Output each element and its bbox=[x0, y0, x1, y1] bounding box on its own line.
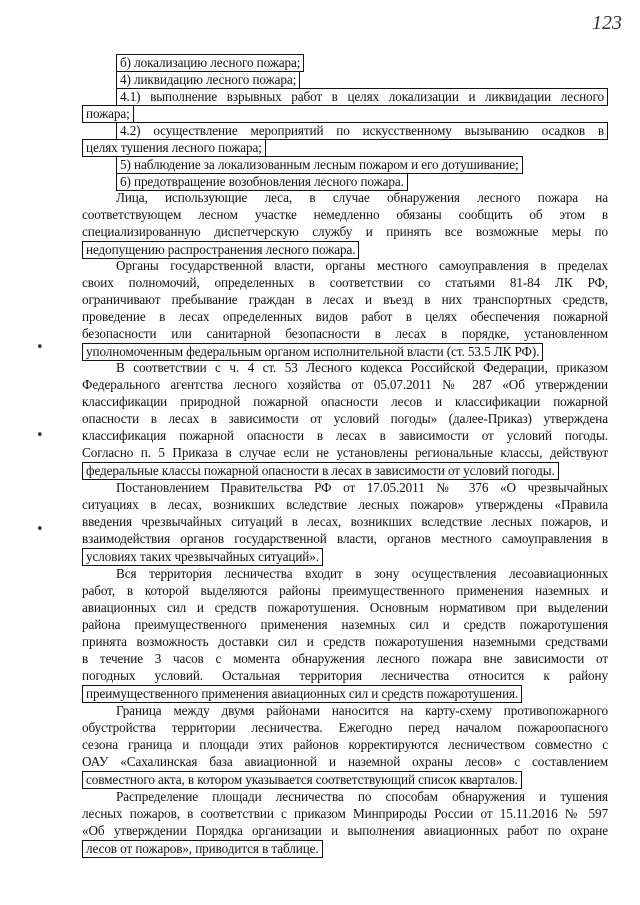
text-line: специализированную диспетчерскую службу и принять все возможные меры по bbox=[82, 224, 608, 239]
text-line: в течение 3 часов с момента обнаружения лесного пожара вне зависимости от bbox=[82, 651, 608, 666]
text-line: целях тушения лесного пожара; bbox=[82, 139, 266, 157]
text-line: 4) ликвидацию лесного пожара; bbox=[116, 71, 300, 89]
text-line: пожара; bbox=[82, 105, 134, 123]
text-line: 5) наблюдение за локализованным лесным пожаром и его дотушивание; bbox=[116, 156, 523, 174]
text-line: работ, в которой выделяются районы преимущественного применения наземных и bbox=[82, 583, 608, 598]
text-line: условиях таких чрезвычайных ситуаций». bbox=[82, 548, 323, 566]
text-line: своих полномочий, определенных в соответствии со статьями 81-84 ЛК РФ, bbox=[82, 275, 608, 290]
text-line: Органы государственной власти, органы местного самоуправления в пределах bbox=[116, 258, 608, 273]
text-line: Граница между двумя районами наносится на карту-схему противопожарного bbox=[116, 703, 608, 718]
text-line: лесных пожаров, в соответствии с приказом Минприроды России от 15.11.2016 № 597 bbox=[82, 806, 608, 821]
text-line: погодных условий. Остальная территория лесничества относится к району bbox=[82, 668, 608, 683]
text-line: соответствующем лесном участке немедленно обязаны сообщить об этом в bbox=[82, 207, 608, 222]
text-line: авиационных сил и средств пожаротушения. Основным нормативом при выделении bbox=[82, 600, 608, 615]
text-line: Согласно п. 5 Приказа в случае если не установлены региональные классы, действуют bbox=[82, 445, 608, 460]
text-line: федеральные классы пожарной опасности в лесах в зависимости от условий погоды. bbox=[82, 462, 559, 480]
text-line: В соответствии с ч. 4 ст. 53 Лесного кодекса Российской Федерации, приказом bbox=[116, 360, 608, 375]
margin-mark: • bbox=[36, 340, 44, 355]
text-line: Федерального агентства лесного хозяйства от 05.07.2011 № 287 «Об утверждении bbox=[82, 377, 608, 392]
text-line: «Об утверждении Порядка организации и выполнения авиационных работ по охране bbox=[82, 823, 608, 838]
text-line: совместного акта, в котором указывается соответствующий список кварталов. bbox=[82, 771, 522, 789]
text-line: безопасности или санитарной безопасности в лесах в порядке, установленном bbox=[82, 326, 608, 341]
text-line: сезона граница и площади этих районов корректируются лесничеством совместно с bbox=[82, 737, 608, 752]
text-line: 4.1) выполнение взрывных работ в целях локализации и ликвидации лесного bbox=[116, 88, 608, 106]
text-line: Постановлением Правительства РФ от 17.05.2011 № 376 «О чрезвычайных bbox=[116, 480, 608, 495]
text-line: ограничивают пребывание граждан в лесах и въезд в них транспортных средств, bbox=[82, 292, 608, 307]
text-line: Вся территория лесничества входит в зону осуществления лесоавиационных bbox=[116, 566, 608, 581]
text-line: 6) предотвращение возобновления лесного пожара. bbox=[116, 173, 408, 191]
text-line: преимущественного применения авиационных сил и средств пожаротушения. bbox=[82, 685, 522, 703]
text-line: Распределение площади лесничества по способам обнаружения и тушения bbox=[116, 789, 608, 804]
text-line: б) локализацию лесного пожара; bbox=[116, 54, 304, 72]
text-line: опасности в лесах в зависимости от условий погоды» (далее-Приказ) утверждена bbox=[82, 411, 608, 426]
text-line: взаимодействия органов государственной власти, органов местного самоуправления в bbox=[82, 531, 608, 546]
text-line: 4.2) осуществление мероприятий по искусственному вызыванию осадков в bbox=[116, 122, 608, 140]
text-line: района преимущественного применения наземных сил и средств пожаротушения bbox=[82, 617, 608, 632]
text-line: лесов от пожаров», приводится в таблице. bbox=[82, 840, 323, 858]
text-line: недопущению распространения лесного пожара. bbox=[82, 241, 359, 259]
text-line: классификации природной пожарной опасности лесов и классификации пожарной bbox=[82, 394, 608, 409]
margin-mark: • bbox=[36, 428, 44, 443]
text-line: уполномоченным федеральным органом исполнительной власти (ст. 53.5 ЛК РФ). bbox=[82, 343, 543, 361]
text-line: ситуациях в лесах, возникших вследствие лесных пожаров» утверждены «Правила bbox=[82, 497, 608, 512]
text-line: Лица, использующие леса, в случае обнаружения лесного пожара на bbox=[116, 190, 608, 205]
text-line: обустройства территории лесничества. Ежегодно перед началом пожароопасного bbox=[82, 720, 608, 735]
text-line: классификация пожарной опасности в лесах в зависимости от условий погоды. bbox=[82, 428, 608, 443]
text-line: введения чрезвычайных ситуаций в лесах, возникших вследствие лесных пожаров, и bbox=[82, 514, 608, 529]
text-line: ОАУ «Сахалинская база авиационной и наземной охраны лесов» с составлением bbox=[82, 754, 608, 769]
text-line: принята возможность доставки сил и средств пожаротушения наземными средствами bbox=[82, 634, 608, 649]
margin-mark: • bbox=[36, 522, 44, 537]
page-number: 123 bbox=[592, 12, 622, 34]
text-line: проведение в лесах определенных видов работ в целях обеспечения пожарной bbox=[82, 309, 608, 324]
